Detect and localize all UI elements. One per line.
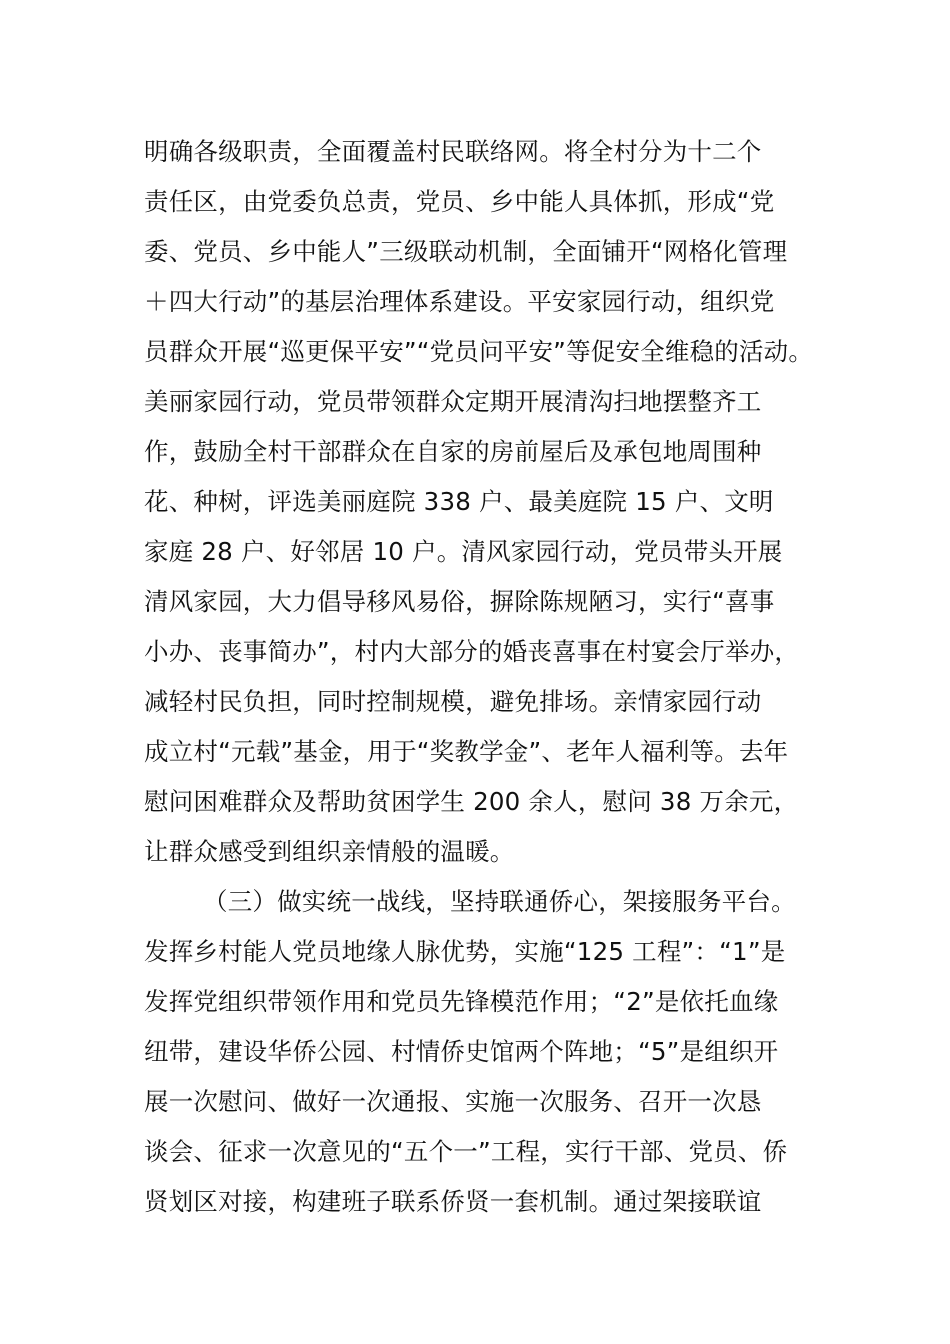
text-line: 展一次慰问、做好一次通报、实施一次服务、召开一次恳 (144, 1087, 762, 1116)
text-line: 纽带，建设华侨公园、村情侨史馆两个阵地；“5”是组织开 (144, 1037, 779, 1066)
text-line: ＋四大行动”的基层治理体系建设。平安家园行动，组织党 (144, 287, 775, 316)
text-line: 委、党员、乡中能人”三级联动机制，全面铺开“网格化管理 (144, 237, 788, 266)
text-line: 美丽家园行动，党员带领群众定期开展清沟扫地摆整齐工 (144, 387, 762, 416)
text-line: 明确各级职责，全面覆盖村民联络网。将全村分为十二个 (144, 137, 762, 166)
text-line: 花、种树，评选美丽庭院 338 户、最美庭院 15 户、文明 (144, 487, 774, 516)
text-line: 发挥党组织带领作用和党员先锋模范作用；“2”是依托血缘 (144, 987, 779, 1016)
text-line: 员群众开展“巡更保平安”“党员问平安”等促安全维稳的活动。 (144, 337, 814, 366)
text-line: 小办、丧事简办”，村内大部分的婚丧喜事在村宴会厅举办， (144, 637, 800, 666)
text-line: 慰问困难群众及帮助贫困学生 200 余人，慰问 38 万余元， (144, 787, 799, 816)
text-line: 减轻村民负担，同时控制规模，避免排场。亲情家园行动 (144, 687, 762, 716)
text-line: 让群众感受到组织亲情般的温暖。 (144, 837, 515, 866)
text-line: 成立村“元载”基金，用于“奖教学金”、老年人福利等。去年 (144, 737, 789, 766)
section-heading: （三）做实统一战线，坚持联通侨心，架接服务平台。 (203, 887, 796, 916)
text-line: 责任区，由党委负总责，党员、乡中能人具体抓，形成“党 (144, 187, 775, 216)
text-line: 家庭 28 户、好邻居 10 户。清风家园行动，党员带头开展 (144, 537, 783, 566)
text-line: 谈会、征求一次意见的“五个一”工程，实行干部、党员、侨 (144, 1137, 788, 1166)
text-line: 贤划区对接，构建班子联系侨贤一套机制。通过架接联谊 (144, 1187, 762, 1216)
text-line: 发挥乡村能人党员地缘人脉优势，实施“125 工程”：“1”是 (144, 937, 786, 966)
text-line: 清风家园，大力倡导移风易俗，摒除陈规陋习，实行“喜事 (144, 587, 775, 616)
text-line: 作，鼓励全村干部群众在自家的房前屋后及承包地周围种 (144, 437, 762, 466)
